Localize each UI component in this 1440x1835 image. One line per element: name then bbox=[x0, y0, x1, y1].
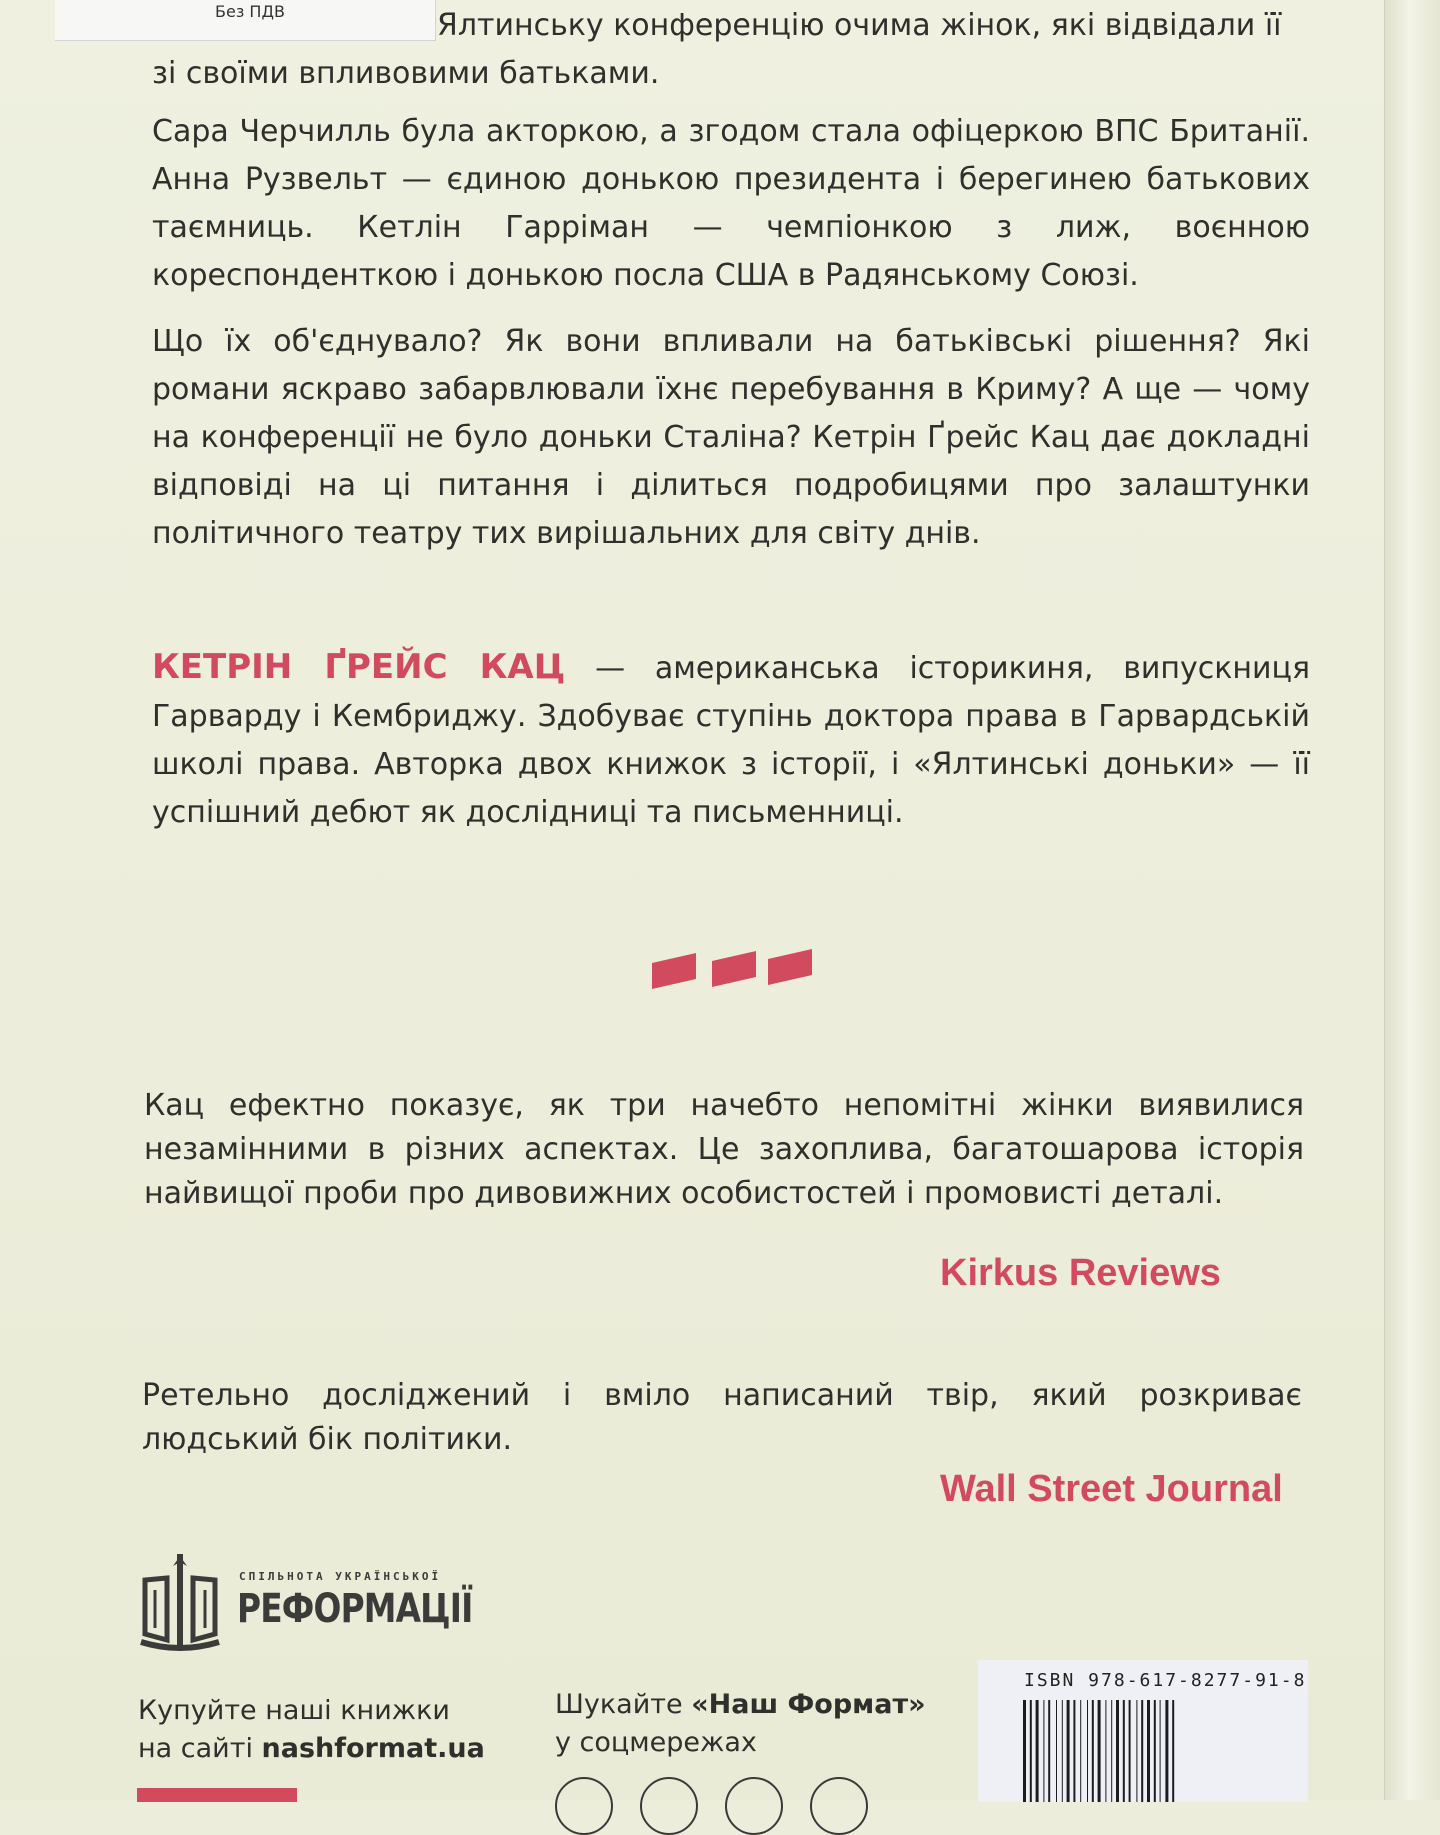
social-info bbox=[555, 1686, 926, 1762]
social-icon-1[interactable] bbox=[555, 1777, 613, 1835]
social-icon-3[interactable] bbox=[725, 1777, 783, 1835]
description-paragraph-1: Сара Черчилль була акторкою, а згодом стала офіцеркою ВПС Британії. Анна Рузвельт — єдиною донькою президента і берегинею батькових таємниць. Кетлін Гарріман — чемпіонкою з лиж, воєнною кореспонденткою і донькою посла США в Радянському Союзі. bbox=[152, 114, 1310, 293]
social-icon-2[interactable] bbox=[640, 1777, 698, 1835]
buy-info bbox=[138, 1692, 485, 1768]
social-brand: «Наш Формат» bbox=[691, 1689, 926, 1720]
description-paragraph-2: Що їх об'єднувало? Як вони впливали на батьківські рішення? Які романи яскраво забарвлювали їхнє перебування в Криму? А ще — чому на конференції не було доньки Сталіна? Кетрін Ґрейс Кац дає докладні відповіді на ці питання і ділиться подробицями про залаштунки політичного театру тих вирішальних для світу днів. bbox=[152, 324, 1310, 551]
review-source-1: Kirkus Reviews bbox=[940, 1252, 1221, 1294]
review-source-2: Wall Street Journal bbox=[940, 1468, 1283, 1510]
buy-line-2-prefix: на сайті bbox=[138, 1733, 262, 1764]
buy-line-1: Купуйте наші книжки bbox=[138, 1695, 450, 1726]
author-bio-text: — американська історикиня, випускниця Гарварду і Кембриджу. Здобуває ступінь доктора права в Гарвардській школі права. Авторка двох книжок з історії, і «Ялтинські доньки» — її успішний дебют як дослідниці та письменниці. bbox=[152, 651, 1310, 830]
sticker-label: Без ПДВ bbox=[215, 2, 285, 21]
intro-line-2: зі своїми впливовими батьками. bbox=[152, 56, 660, 91]
buy-site-link[interactable]: nashformat.ua bbox=[261, 1733, 485, 1764]
isbn-number: ISBN 978-617-8277-91-8 bbox=[1024, 1670, 1307, 1691]
isbn-barcode-block bbox=[978, 1660, 1308, 1802]
intro-text bbox=[152, 2, 1310, 98]
book-spine-edge bbox=[1384, 0, 1440, 1800]
social-line-2: у соцмережах bbox=[555, 1727, 757, 1758]
social-icons bbox=[555, 1777, 875, 1817]
decorative-dashes bbox=[650, 945, 815, 991]
publisher-logo bbox=[137, 1550, 473, 1660]
book-emblem-icon bbox=[137, 1550, 223, 1656]
intro-line-1: Ялтинську конференцію очима жінок, які відвідали її bbox=[437, 8, 1282, 43]
review-quote-1: Кац ефектно показує, як три начебто непомітні жінки виявилися незамінними в різних аспектах. Це захоплива, багатошарова історія найвищої проби про дивовижних особистостей і промовисті деталі. bbox=[144, 1088, 1304, 1211]
logo-name: РЕФОРМАЦІЇ bbox=[237, 1586, 473, 1632]
social-prefix: Шукайте bbox=[555, 1689, 692, 1720]
barcode-graphic bbox=[1023, 1700, 1263, 1802]
social-icon-4[interactable] bbox=[810, 1777, 868, 1835]
review-quote-2: Ретельно досліджений і вміло написаний твір, який розкриває людський бік політики. bbox=[142, 1378, 1302, 1457]
author-bio bbox=[152, 643, 1310, 837]
author-name: КЕТРІН ҐРЕЙС КАЦ bbox=[152, 647, 566, 687]
logo-pretext: СПІЛЬНОТА УКРАЇНСЬКОЇ bbox=[239, 1570, 442, 1583]
